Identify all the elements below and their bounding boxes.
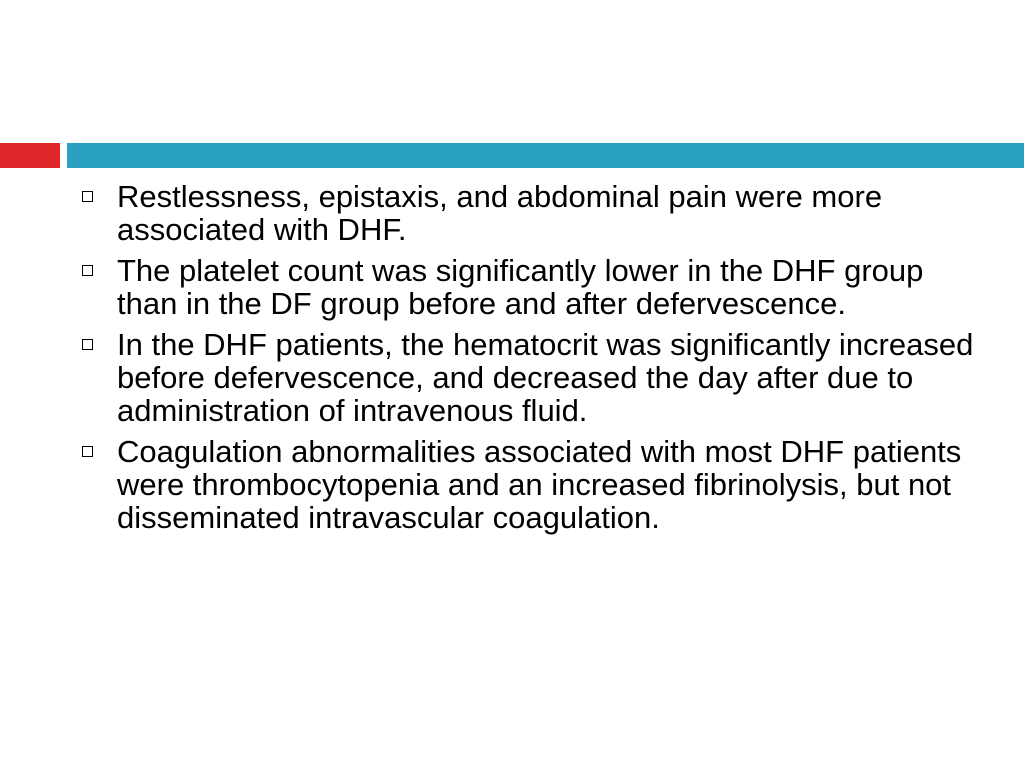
accent-bar-blue bbox=[67, 143, 1024, 168]
list-item bbox=[80, 254, 980, 320]
bullet-text: The platelet count was significantly lower in the DHF group than in the DF group before and after defervescence. bbox=[117, 253, 924, 321]
bullet-list bbox=[80, 180, 980, 542]
bullet-text: Coagulation abnormalities associated with most DHF patients were thrombocytopenia and an increased fibrinolysis, but not disseminated intravascular coagulation. bbox=[117, 434, 962, 535]
hollow-square-bullet-icon bbox=[82, 191, 93, 202]
list-item bbox=[80, 328, 980, 427]
list-item bbox=[80, 435, 980, 534]
bullet-text: Restlessness, epistaxis, and abdominal pain were more associated with DHF. bbox=[117, 179, 883, 247]
bullet-text: In the DHF patients, the hematocrit was significantly increased before defervescence, and decreased the day after due to administration of intravenous fluid. bbox=[117, 327, 974, 428]
hollow-square-bullet-icon bbox=[82, 446, 93, 457]
list-item bbox=[80, 180, 980, 246]
accent-bar-red bbox=[0, 143, 60, 168]
hollow-square-bullet-icon bbox=[82, 265, 93, 276]
hollow-square-bullet-icon bbox=[82, 339, 93, 350]
